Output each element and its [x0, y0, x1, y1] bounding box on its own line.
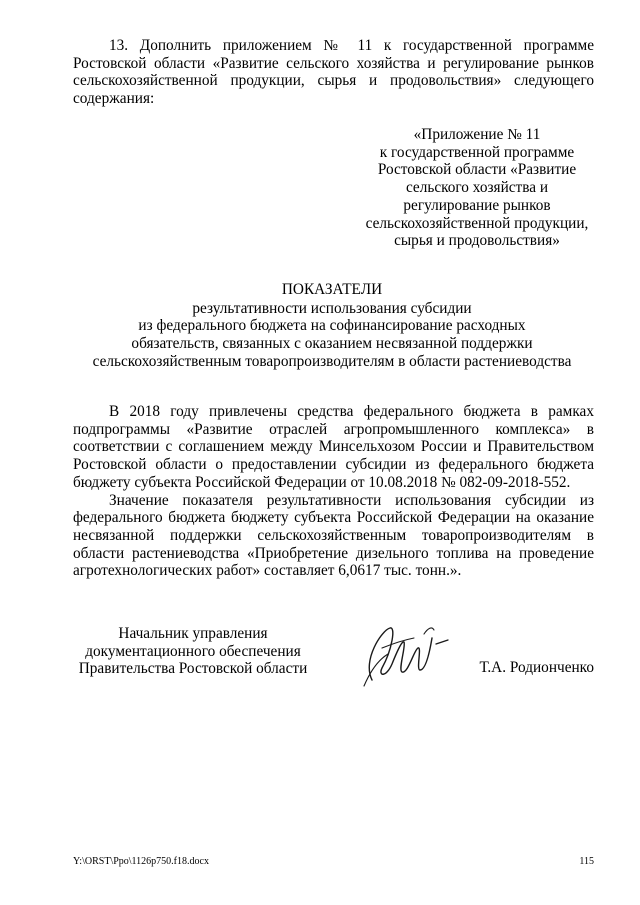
- footer-file-path: Y:\ORST\Ppo\1126p750.f18.docx: [73, 856, 209, 867]
- appendix-line: к государственной программе: [379, 143, 575, 161]
- appendix-line: Ростовской области «Развитие: [377, 161, 577, 179]
- appendix-line: сельского хозяйства и: [405, 179, 549, 197]
- heading-line: результативности использования субсидии: [192, 299, 472, 317]
- handwritten-signature: [352, 620, 452, 692]
- body-section: [73, 403, 594, 580]
- intro-paragraph: 13. Дополнить приложением № 11 к государственной программе Ростовской области «Развитие сельского хозяйства и регулирование рынков сельскохозяйственной продукции, сырья и продовольствия» следующего содержания:: [73, 37, 594, 108]
- appendix-line: «Приложение № 11: [413, 126, 541, 143]
- appendix-line: сырья и продовольствия»: [394, 232, 560, 250]
- intro-section: [73, 37, 594, 108]
- document-heading: [60, 281, 604, 371]
- position-line: документационного обеспечения: [85, 642, 301, 660]
- appendix-header: [360, 126, 594, 250]
- appendix-line: сельскохозяйственной продукции,: [365, 214, 589, 232]
- heading-line: сельскохозяйственным товаропроизводителям в области растениеводства: [92, 352, 572, 370]
- position-line: Начальник управления: [118, 625, 268, 642]
- signatory-name: Т.А. Родионченко: [479, 659, 594, 676]
- heading-line: обязательств, связанных с оказанием несвязанной поддержки: [131, 335, 533, 353]
- heading-line: из федерального бюджета на софинансирование расходных: [138, 317, 526, 335]
- body-paragraph: Значение показателя результативности использования субсидии из федерального бюджета бюджету субъекта Российской Федерации на оказание несвязанной поддержки сельскохозяйственным товаропроизводителям в области растениеводства «Приобретение дизельного топлива на проведение агротехнологических работ» составляет 6,0617 тыс. тонн.».: [73, 491, 594, 580]
- body-paragraph: В 2018 году привлечены средства федерального бюджета в рамках подпрограммы «Развитие отраслей агропромышленного комплекса» в соответствии с соглашением между Минсельхозом России и Правительством Ростовской области о предоставлении субсидии из федерального бюджета бюджету субъекта Российской Федерации от 10.08.2018 № 082-09-2018-552.: [73, 403, 594, 491]
- position-line: Правительства Ростовской области: [78, 660, 308, 678]
- signatory-position: [73, 625, 313, 678]
- heading-title: ПОКАЗАТЕЛИ: [281, 281, 383, 298]
- appendix-line: регулирование рынков: [403, 196, 551, 214]
- footer-page-number: 115: [579, 856, 594, 867]
